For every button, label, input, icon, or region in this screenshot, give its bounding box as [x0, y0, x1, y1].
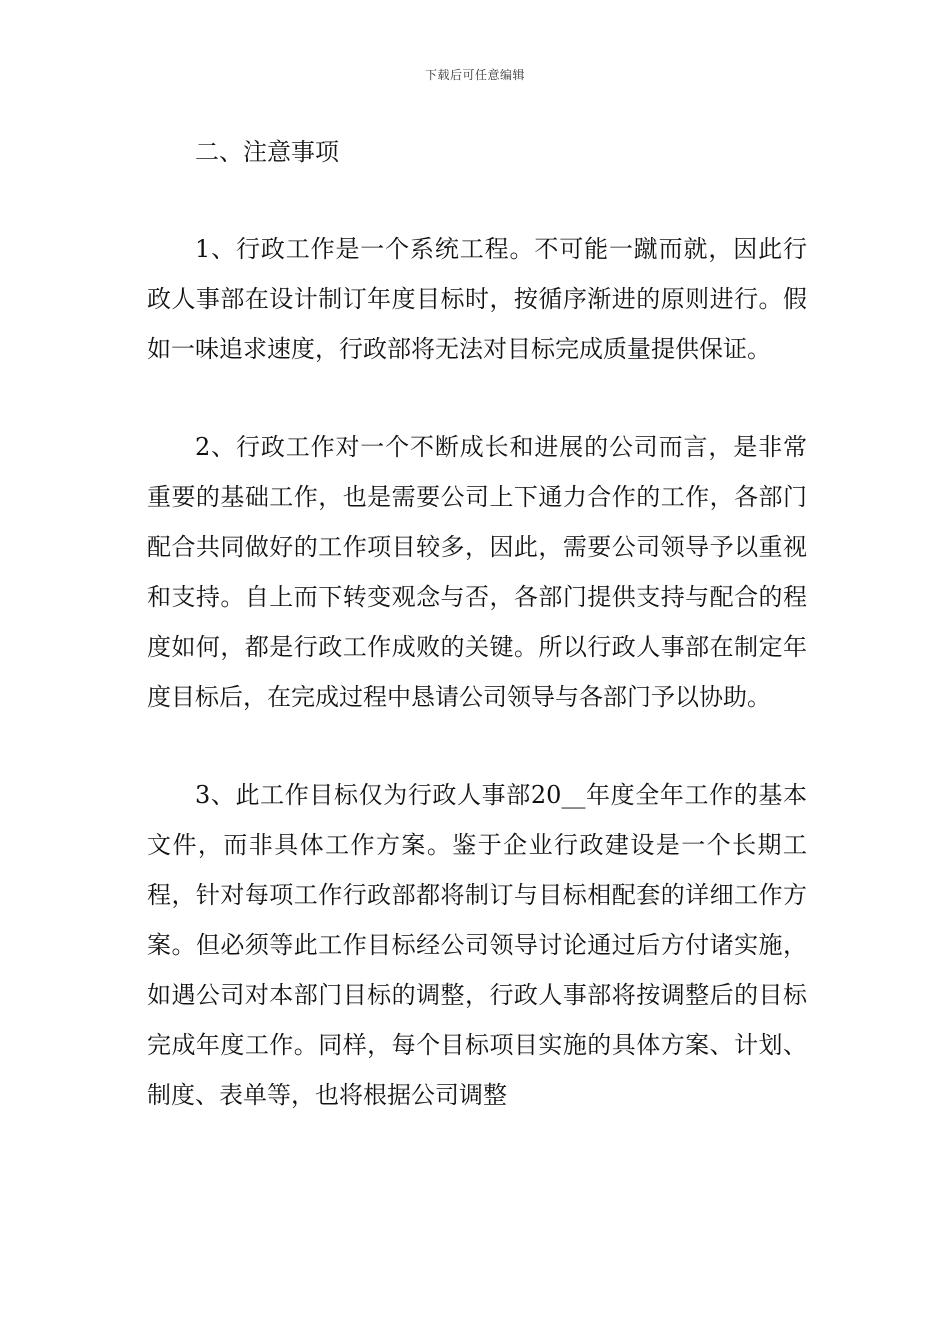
- paragraph-3: 3、此工作目标仅为行政人事部20__年度全年工作的基本文件，而非具体工作方案。鉴于企业行政建设是一个长期工程，针对每项工作行政部都将制订与目标相配套的详细工作方案。但必须等此工作目标经公司领导讨论通过后方付诸实施，如遇公司对本部门目标的调整，行政人事部将按调整后的目标完成年度工作。同样，每个目标项目实施的具体方案、计划、制度、表单等，也将根据公司调整: [147, 781, 807, 1109]
- document-body: [147, 128, 807, 1120]
- page-header-note: 下载后可任意编辑: [424, 68, 525, 82]
- paragraph-1: 1、行政工作是一个系统工程。不可能一蹴而就，因此行政人事部在设计制订年度目标时，按循序渐进的原则进行。假如一味追求速度，行政部将无法对目标完成质量提供保证。: [147, 235, 807, 363]
- paragraph-2: 2、行政工作对一个不断成长和进展的公司而言，是非常重要的基础工作，也是需要公司上下通力合作的工作，各部门配合共同做好的工作项目较多，因此，需要公司领导予以重视和支持。自上而下转变观念与否，各部门提供支持与配合的程度如何，都是行政工作成败的关键。所以行政人事部在制定年度目标后，在完成过程中恳请公司领导与各部门予以协助。: [147, 433, 807, 711]
- section-heading: 二、注意事项: [195, 138, 339, 166]
